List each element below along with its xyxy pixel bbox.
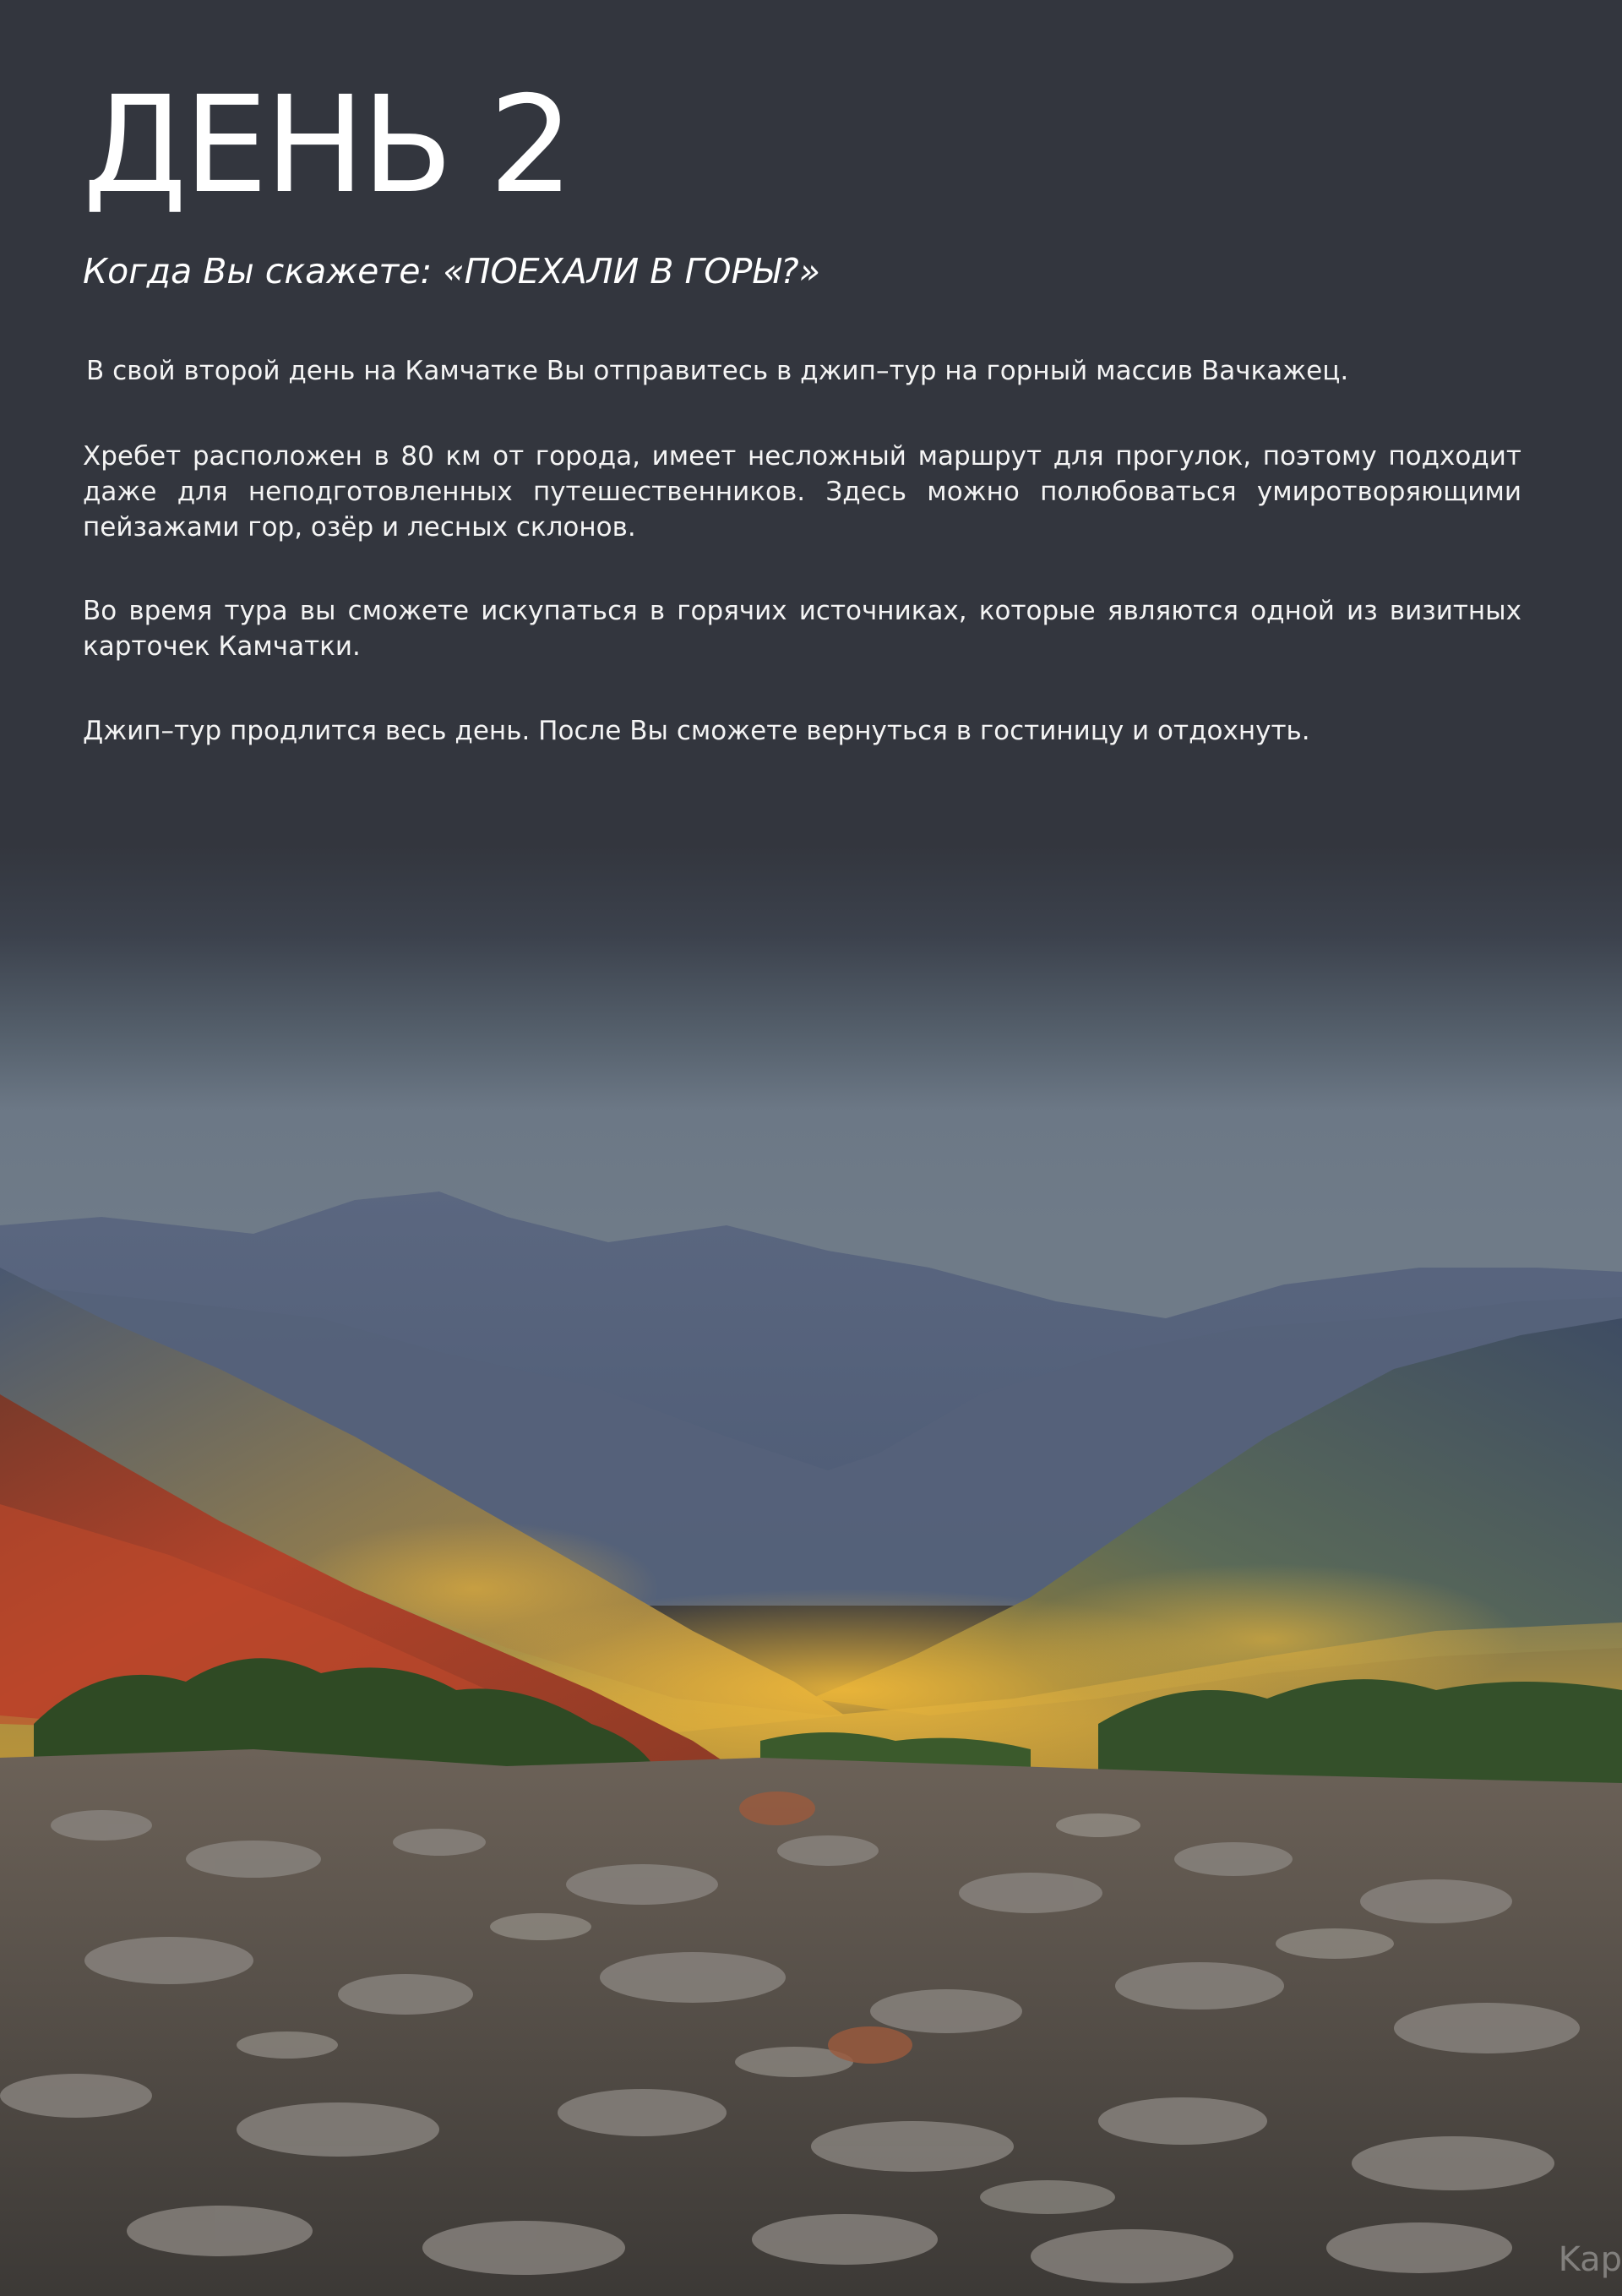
page-title: ДЕНЬ 2 (83, 68, 571, 223)
paragraph-ridge: Хребет расположен в 80 км от города, имеет несложный маршрут для прогулок, поэтому подходит даже для неподготовленных путешественников. Здесь можно полюбоваться умиротворяющими пейзажами гор, озёр и лесных склонов. (83, 441, 1521, 543)
photo-watermark: Kap (1558, 2240, 1622, 2279)
paragraph-intro: В свой второй день на Камчатке Вы отправитесь в джип–тур на горный массив Вачкажец. (86, 356, 1349, 386)
page-subtitle: Когда Вы скажете: «ПОЕХАЛИ В ГОРЫ?» (83, 251, 820, 292)
mountain-valley-photo (0, 845, 1622, 2296)
paragraph-end-of-day: Джип–тур продлится весь день. После Вы сможете вернуться в гостиницу и отдохнуть. (83, 716, 1310, 746)
paragraph-hot-springs: Во время тура вы сможете искупаться в горячих источниках, которые являются одной из визитных карточек Камчатки. (83, 596, 1521, 662)
